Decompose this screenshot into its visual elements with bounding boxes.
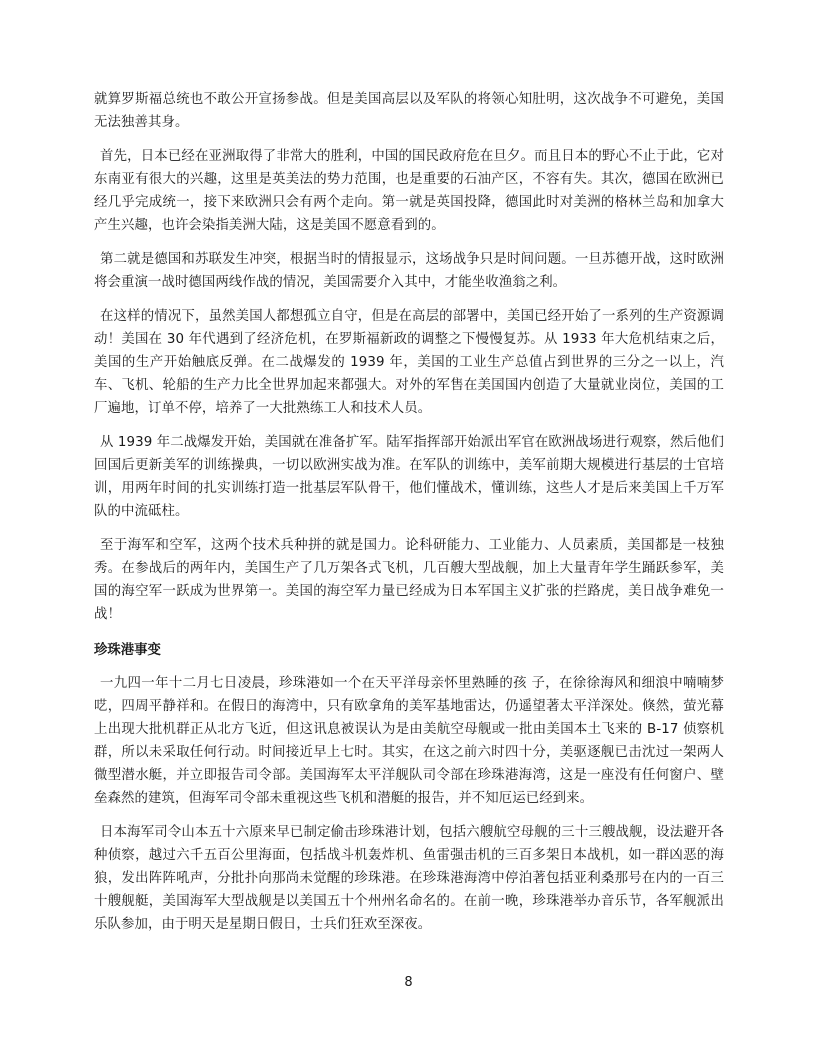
paragraph-2: 首先，日本已经在亚洲取得了非常大的胜利，中国的国民政府危在旦夕。而且日本的野心不止于此，它对东南亚有很大的兴趣，这里是英美法的势力范围，也是重要的石油产区，不容有失。其次，德国在欧洲已经几乎完成统一，接下来欧洲只会有两个走向。第一就是英国投降，德国此时对美洲的格林兰岛和加拿大产生兴趣，也许会染指美洲大陆，这是美国不愿意看到的。 — [94, 149, 724, 233]
document-page — [94, 88, 724, 947]
paragraph-5: 从 1939 年二战爆发开始，美国就在准备扩军。陆军指挥部开始派出军官在欧洲战场进行观察，然后他们回国后更新美军的训练操典，一切以欧洲实战为准。在军队的训练中，美军前期大规模进行基层的士官培训，用两年时间的扎实训练打造一批基层军队骨干，他们懂战术，懂训练，这些人才是后来美国上千万军队的中流砥柱。 — [94, 435, 724, 519]
paragraph-7: 一九四一年十二月七日凌晨，珍珠港如一个在天平洋母亲怀里熟睡的孩 子，在徐徐海风和细浪中喃喃梦呓，四周平静祥和。在假日的海湾中，只有欧拿角的美军基地雷达，仍遥望著太平洋深处。倏然，萤光幕上出现大批机群正从北方飞近，但这讯息被误认为是由美航空母舰或一批由美国本土飞来的 B-17 侦察机群，所以未采取任何行动。时间接近早上七时。其实，在这之前六时四十分，美驱逐舰已击沈过一架两人微型潜水艇，并立即报告司令部。美国海军太平洋舰队司令部在珍珠港海湾，这是一座没有任何窗户、壁垒森然的建筑，但海军司令部未重视这些飞机和潜艇的报告，并不知厄运已经到来。 — [94, 676, 724, 806]
paragraph-3: 第二就是德国和苏联发生冲突，根据当时的情报显示，这场战争只是时间问题。一旦苏德开战，这时欧洲将会重演一战时德国两线作战的情况，美国需要介入其中，才能坐收渔翁之利。 — [94, 252, 724, 290]
paragraph-4: 在这样的情况下，虽然美国人都想孤立自守，但是在高层的部署中，美国已经开始了一系列的生产资源调动！美国在 30 年代遇到了经济危机，在罗斯福新政的调整之下慢慢复苏。从 1933 年大危机结束之后，美国的生产开始触底反弹。在二战爆发的 1939 年，美国的工业生产总值占到世界的三分之一以上，汽车、飞机、轮船的生产力比全世界加起来都强大。对外的军售在美国国内创造了大量就业岗位，美国的工厂遍地，订单不停，培养了一大批熟练工人和技术人员。 — [94, 309, 724, 416]
paragraph-6: 至于海军和空军，这两个技术兵种拼的就是国力。论科研能力、工业能力、人员素质，美国都是一枝独秀。在参战后的两年内，美国生产了几万架各式飞机，几百艘大型战舰，加上大量青年学生踊跃参军，美国的海空军一跃成为世界第一。美国的海空军力量已经成为日本军国主义扩张的拦路虎，美日战争难免一战！ — [94, 538, 724, 622]
paragraph-1: 就算罗斯福总统也不敢公开宣扬参战。但是美国高层以及军队的将领心知肚明，这次战争不可避免，美国无法独善其身。 — [94, 92, 724, 130]
paragraph-8: 日本海军司令山本五十六原来早已制定偷击珍珠港计划，包括六艘航空母舰的三十三艘战舰，设法避开各种侦察，越过六千五百公里海面，包括战斗机轰炸机、鱼雷强击机的三百多架日本战机，如一群凶恶的海狼，发出阵阵吼声，分批扑向那尚未觉醒的珍珠港。在珍珠港海湾中停泊著包括亚利桑那号在内的一百三十艘舰艇，美国海军大型战舰是以美国五十个州州名命名的。在前一晚，珍珠港举办音乐节，各军舰派出乐队参加，由于明天是星期日假日，士兵们狂欢至深夜。 — [94, 825, 724, 932]
section-heading: 珍珠港事变 — [94, 643, 161, 658]
page-number: 8 — [404, 975, 413, 990]
